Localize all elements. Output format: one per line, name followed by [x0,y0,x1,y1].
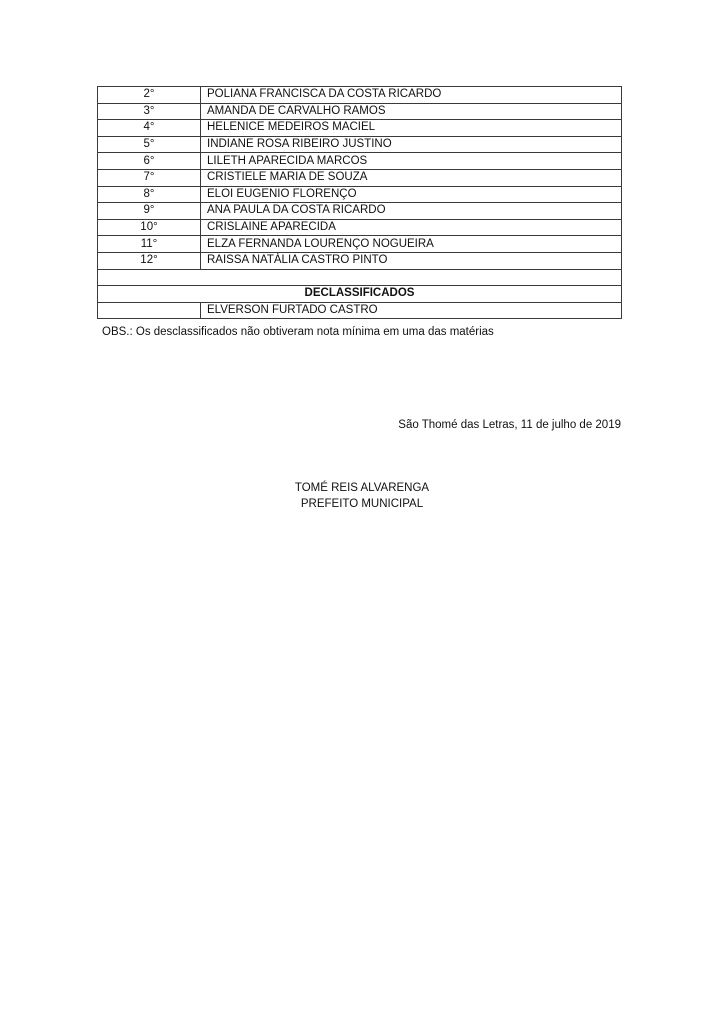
position-cell: 8° [98,186,201,203]
candidate-name-cell: RAISSA NATÁLIA CASTRO PINTO [201,252,622,269]
place-and-date: São Thomé das Letras, 11 de julho de 2019 [398,419,621,431]
candidate-name-cell: HELENICE MEDEIROS MACIEL [201,120,622,137]
candidate-name-cell: CRISLAINE APARECIDA [201,219,622,236]
table-row [98,87,622,104]
position-cell: 9° [98,203,201,220]
blank-separator-row [98,269,622,286]
position-cell: 12° [98,252,201,269]
candidate-name-cell: LILETH APARECIDA MARCOS [201,153,622,170]
candidate-name-cell: AMANDA DE CARVALHO RAMOS [201,103,622,120]
position-cell [98,302,201,319]
candidate-name-cell: ELOI EUGENIO FLORENÇO [201,186,622,203]
candidate-name-cell: CRISTIELE MARIA DE SOUZA [201,169,622,186]
position-cell: 11° [98,236,201,253]
table-row [98,103,622,120]
signatory-role: PREFEITO MUNICIPAL [300,498,424,510]
table-row [98,186,622,203]
candidate-name-cell: POLIANA FRANCISCA DA COSTA RICARDO [201,87,622,104]
position-cell: 5° [98,136,201,153]
table-row [98,236,622,253]
observation-note: OBS.: Os desclassificados não obtiveram nota mínima em uma das matérias [102,326,494,338]
signatory-name: TOMÉ REIS ALVARENGA [294,482,430,494]
position-cell: 4° [98,120,201,137]
table-row [98,120,622,137]
candidate-name-cell: ELZA FERNANDA LOURENÇO NOGUEIRA [201,236,622,253]
section-heading-row [98,286,622,303]
table-row [98,153,622,170]
table-row [98,203,622,220]
candidate-name-cell: ELVERSON FURTADO CASTRO [201,302,622,319]
table-row [98,169,622,186]
table-row [98,252,622,269]
position-cell: 2° [98,87,201,104]
candidate-name-cell: ANA PAULA DA COSTA RICARDO [201,203,622,220]
position-cell: 6° [98,153,201,170]
disqualified-heading: DECLASSIFICADOS [98,286,622,303]
position-cell: 10° [98,219,201,236]
table-row [98,302,622,319]
table-row [98,136,622,153]
blank-cell [98,269,622,286]
position-cell: 7° [98,169,201,186]
table-row [98,219,622,236]
candidate-name-cell: INDIANE ROSA RIBEIRO JUSTINO [201,136,622,153]
position-cell: 3° [98,103,201,120]
classification-table [97,86,622,319]
